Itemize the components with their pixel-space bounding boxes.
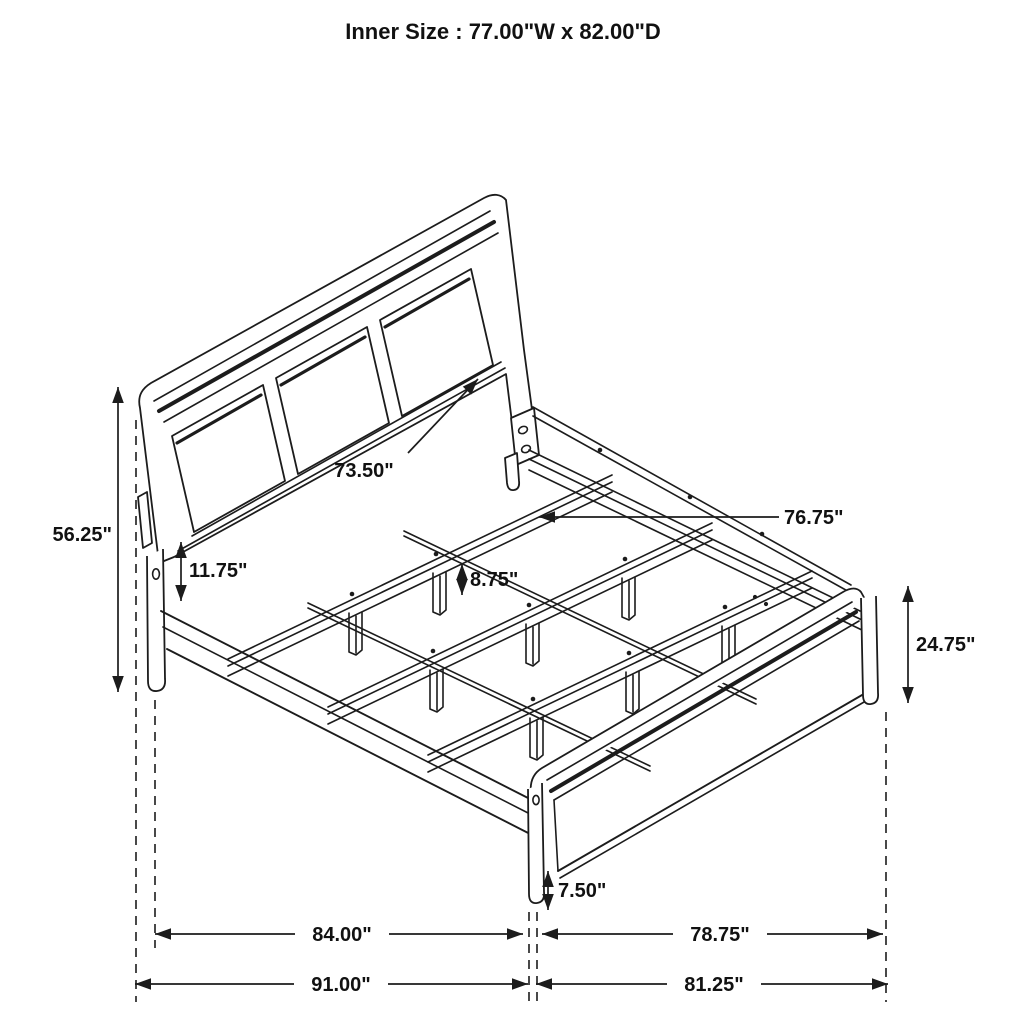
footboard-near-leg xyxy=(528,783,544,903)
page-title: Inner Size : 77.00"W x 82.00"D xyxy=(345,19,661,44)
footboard-top-trim xyxy=(551,612,856,791)
footboard xyxy=(528,589,878,904)
dimension-label-overall-length: 91.00" xyxy=(311,974,371,996)
dimension-label-inner-rail-length: 84.00" xyxy=(312,924,372,946)
bed-line-art xyxy=(138,195,878,903)
headboard-right-leg xyxy=(505,453,519,490)
slat-rails xyxy=(228,475,812,772)
dimension-label-slat-length: 76.75" xyxy=(784,507,844,529)
dimension-label-support-leg-height: 8.75" xyxy=(470,569,519,591)
dimension-label-footboard-clearance: 7.50" xyxy=(558,880,607,902)
dimension-label-headboard-panel-width: 73.50" xyxy=(334,460,394,482)
headboard-left-bracket xyxy=(138,492,152,548)
dimension-label-overall-width: 81.25" xyxy=(684,974,744,996)
dimension-label-headboard-to-rail-gap: 11.75" xyxy=(189,560,248,582)
dimension-label-footboard-height: 24.75" xyxy=(916,634,976,656)
footboard-far-leg xyxy=(861,596,878,704)
dimension-label-headboard-overall-height: 56.25" xyxy=(52,524,112,546)
dimension-label-footboard-inner-width: 78.75" xyxy=(690,924,750,946)
headboard-left-leg xyxy=(147,549,165,691)
